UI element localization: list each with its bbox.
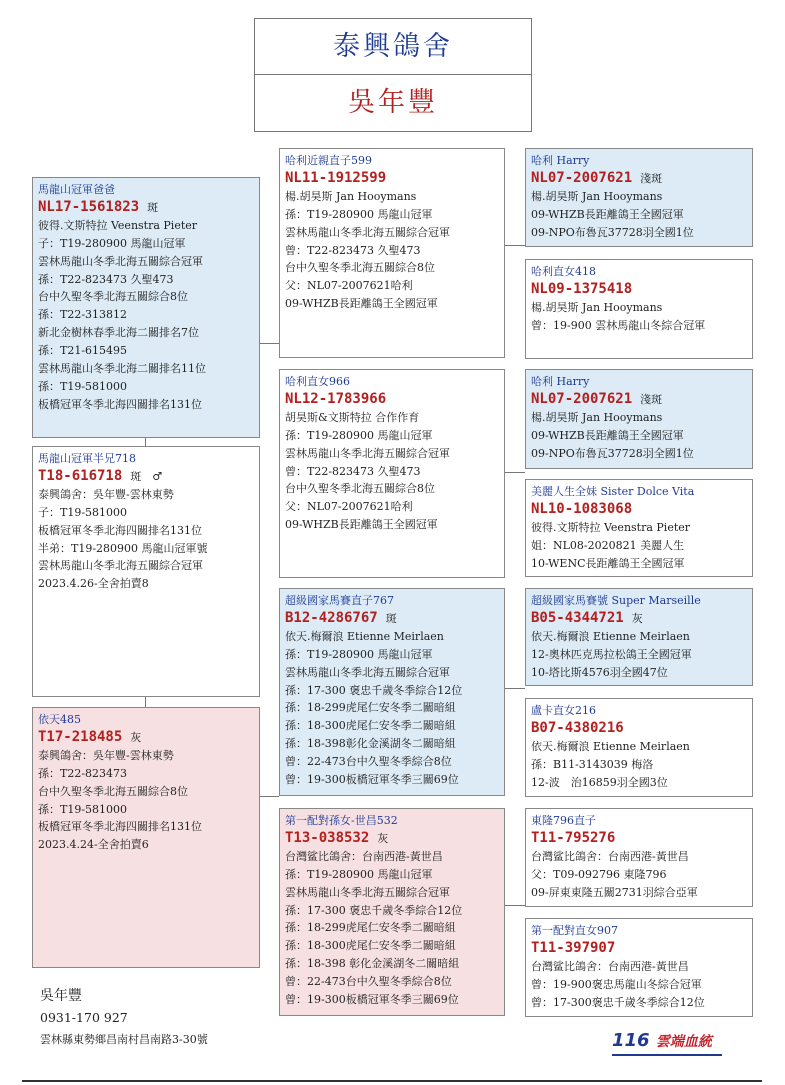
info-line: 父：T09-092796 東隆796 — [531, 867, 667, 881]
info-line: 新北金樹林春季北海二關排名7位 — [38, 326, 199, 340]
info-line: 孫：T19-280900 馬龍山冠軍 — [285, 647, 433, 661]
ring-number: NL07-2007621 淺斑 — [531, 169, 663, 186]
info-line: 09-WHZB長距離鴿王全國冠軍 — [531, 428, 684, 442]
bird-color: 灰 — [377, 831, 389, 845]
info-line: 子：T19-280900 馬龍山冠軍 — [38, 236, 186, 250]
bottom-divider — [22, 1080, 762, 1082]
ring-number: T13-038532 灰 — [285, 829, 389, 846]
pedigree-box-sss — [525, 148, 753, 247]
ring-number: NL07-2007621 淺斑 — [531, 390, 663, 407]
ring-number: T17-218485 灰 — [38, 728, 142, 745]
bird-name: 哈利 Harry — [531, 375, 590, 388]
bird-color: 斑 — [147, 200, 159, 214]
info-line: 依天.梅爾浪 Etienne Meirlaen — [531, 629, 690, 643]
pedigree-box-ddd — [525, 918, 753, 1017]
info-line: 曾：19-900 雲林馬龍山冬綜合冠軍 — [531, 318, 706, 332]
info-line: 半弟：T19-280900 馬龍山冠軍號 — [38, 541, 208, 555]
info-line: 台灣鲨比鴿舍：台南西港-黃世昌 — [285, 849, 443, 863]
bird-name: 哈利 Harry — [531, 154, 590, 167]
bird-color: 灰 — [130, 730, 142, 744]
info-line: 彼得.文斯特拉 Veenstra Pieter — [531, 520, 691, 534]
info-line: 雲林馬龍山冬季北海五關綜合冠軍 — [285, 446, 450, 460]
info-line: 孫：18-398 彰化金溪湖冬二關暗組 — [285, 957, 460, 971]
info-line: 孫：T19-280900 馬龍山冠軍 — [285, 867, 433, 881]
info-line: 台灣鲨比鴿舍：台南西港-黃世昌 — [531, 849, 689, 863]
pedigree-box-dd — [279, 808, 505, 1016]
pedigree-box-subject — [32, 446, 260, 697]
bird-color: 淺斑 — [640, 392, 663, 406]
ring-number: NL17-1561823 斑 — [38, 198, 159, 215]
info-line: 孫：17-300 褒忠千歲冬季綜合12位 — [285, 903, 463, 917]
connector-line — [145, 697, 146, 707]
info-line: 孫：B11-3143039 梅洛 — [531, 757, 654, 771]
info-line: 10-塔比斯4576羽全國47位 — [531, 665, 668, 679]
info-line: 曾：17-300褒忠千歲冬季綜合12位 — [531, 995, 705, 1009]
connector-line — [260, 343, 279, 344]
loft-title: 泰興鴿舍 — [254, 18, 532, 76]
pedigree-box-ss — [279, 148, 505, 358]
info-line: 孫：18-300虎尾仁安冬季二關暗組 — [285, 939, 456, 953]
connector-line — [260, 796, 279, 797]
info-line: 板橋冠軍冬季北海四關排名131位 — [38, 820, 202, 834]
ring-number: B05-4344721 灰 — [531, 609, 643, 626]
info-line: 孫：T22-823473 久聖473 — [38, 272, 174, 286]
owner-name: 吳年豐 — [40, 988, 82, 1004]
info-line: 雲林馬龍山冬季北海二關排名11位 — [38, 362, 206, 376]
info-line: 09-屏東東隆五關2731羽綜合亞軍 — [531, 885, 698, 899]
info-line: 孫：18-398彰化金溪湖冬二關暗組 — [285, 737, 456, 751]
pedigree-box-sd — [279, 369, 505, 578]
info-line: 孫：T19-280900 馬龍山冠軍 — [285, 428, 433, 442]
bird-name: 第一配對孫女-世昌532 — [285, 814, 398, 827]
info-line: 曾：T22-823473 久聖473 — [285, 464, 421, 478]
info-line: 姐：NL08-2020821 美麗人生 — [531, 538, 685, 552]
bird-name: 東隆796直子 — [531, 814, 596, 827]
info-line: 孫：17-300 褒忠千歲冬季綜合12位 — [285, 683, 463, 697]
ring-number: T11-795276 — [531, 829, 616, 846]
ring-number: NL11-1912599 — [285, 169, 387, 186]
pedigree-box-ssd — [525, 259, 753, 359]
pedigree-box-dam — [32, 707, 260, 968]
info-line: 雲林馬龍山冬季北海五關綜合冠軍 — [38, 254, 203, 268]
ring-number: NL12-1783966 — [285, 390, 387, 407]
owner-phone: 0931-170 927 — [40, 1010, 128, 1025]
info-line: 曾：19-900褒忠馬龍山冬綜合冠軍 — [531, 977, 702, 991]
info-line: 台中久聖冬季北海五關綜合8位 — [38, 784, 188, 798]
ring-number: NL10-1083068 — [531, 500, 633, 517]
pedigree-box-ds — [279, 588, 505, 796]
info-line: 曾：22-473台中久聖冬季綜合8位 — [285, 975, 452, 989]
connector-line — [505, 905, 525, 906]
info-line: 孫：T19-581000 — [38, 379, 128, 393]
info-line: 09-NPO布魯瓦37728羽全國1位 — [531, 446, 694, 460]
info-line: 泰興鴿舍：吳年豐-雲林東勢 — [38, 748, 174, 762]
bird-name: 馬龍山冠軍半兄718 — [38, 452, 136, 465]
info-line: 楊.胡昊斯 Jan Hooymans — [285, 189, 417, 203]
info-line: 楊.胡昊斯 Jan Hooymans — [531, 410, 663, 424]
info-line: 父：NL07-2007621哈利 — [285, 279, 413, 293]
bird-name: 美麗人生全妹 Sister Dolce Vita — [531, 485, 695, 498]
logo-underline — [612, 1054, 722, 1056]
connector-line — [505, 688, 525, 689]
owner-address: 雲林縣東勢鄉昌南村昌南路3-30號 — [40, 1033, 208, 1046]
pedigree-box-dsd — [525, 698, 753, 797]
info-line: 曾：19-300板橋冠軍冬季三關69位 — [285, 993, 459, 1007]
info-line: 雲林馬龍山冬季北海五關綜合冠軍 — [285, 225, 450, 239]
bird-name: 馬龍山冠軍爸爸 — [38, 183, 115, 196]
info-line: 彼得.文斯特拉 Veenstra Pieter — [38, 218, 198, 232]
info-line: 板橋冠軍冬季北海四關排名131位 — [38, 397, 202, 411]
info-line: 雲林馬龍山冬季北海五關綜合冠軍 — [285, 665, 450, 679]
info-line: 12-波 治16859羽全國3位 — [531, 775, 668, 789]
info-line: 12-奧林匹克馬拉松鴿王全國冠軍 — [531, 647, 692, 661]
info-line: 孫：T19-280900 馬龍山冠軍 — [285, 207, 433, 221]
info-line: 台中久聖冬季北海五關綜合8位 — [285, 261, 435, 275]
info-line: 楊.胡昊斯 Jan Hooymans — [531, 189, 663, 203]
bird-name: 依天485 — [38, 713, 81, 726]
pedigree-box-sdd — [525, 479, 753, 577]
logo-text: 雲端血統 — [655, 1034, 712, 1050]
connector-line — [505, 472, 525, 473]
info-line: 孫：18-300虎尾仁安冬季二關暗組 — [285, 719, 456, 733]
bird-name: 哈利近親直子599 — [285, 154, 372, 167]
info-line: 板橋冠軍冬季北海四關排名131位 — [38, 523, 202, 537]
ring-number: B07-4380216 — [531, 719, 624, 736]
info-line: 孫：T21-615495 — [38, 344, 128, 358]
info-line: 孫：T19-581000 — [38, 802, 128, 816]
info-line: 台中久聖冬季北海五關綜合8位 — [38, 290, 188, 304]
info-line: 父：NL07-2007621哈利 — [285, 500, 413, 514]
bird-name: 超級國家馬賽號 Super Marseille — [531, 594, 701, 607]
info-line: 10-WENC長距離鴿王全國冠軍 — [531, 556, 685, 570]
bird-color: 斑 ♂ — [130, 469, 163, 483]
bird-name: 哈利直女966 — [285, 375, 350, 388]
info-line: 孫：T22-823473 — [38, 766, 128, 780]
owner-contact — [40, 985, 208, 1051]
bird-color: 淺斑 — [640, 171, 663, 185]
ring-number: NL09-1375418 — [531, 280, 633, 297]
info-line: 依天.梅爾浪 Etienne Meirlaen — [531, 739, 690, 753]
bird-name: 盧卡直女216 — [531, 704, 596, 717]
info-line: 楊.胡昊斯 Jan Hooymans — [531, 300, 663, 314]
info-line: 雲林馬龍山冬季北海五關綜合冠軍 — [285, 885, 450, 899]
info-line: 09-WHZB長距離鴿王全國冠軍 — [285, 297, 438, 311]
info-line: 胡昊斯&文斯特拉 合作作育 — [285, 410, 420, 424]
connector-line — [505, 245, 525, 246]
cloud-pedigree-logo — [612, 1030, 712, 1051]
ring-number: B12-4286767 斑 — [285, 609, 397, 626]
info-line: 曾：19-300板橋冠軍冬季三關69位 — [285, 773, 459, 787]
info-line: 泰興鴿舍：吳年豐-雲林東勢 — [38, 487, 174, 501]
info-line: 09-WHZB長距離鴿王全國冠軍 — [285, 518, 438, 532]
bird-color: 斑 — [385, 611, 397, 625]
logo-number: 116 — [612, 1030, 650, 1051]
pedigree-box-sire — [32, 177, 260, 438]
bird-name: 第一配對直女907 — [531, 924, 618, 937]
info-line: 曾：T22-823473 久聖473 — [285, 243, 421, 257]
bird-color: 灰 — [631, 611, 643, 625]
owner-title: 吳年豐 — [254, 74, 532, 132]
bird-name: 哈利直女418 — [531, 265, 596, 278]
info-line: 孫：18-299虎尾仁安冬季二關暗組 — [285, 921, 456, 935]
pedigree-box-dds — [525, 808, 753, 907]
info-line: 依天.梅爾浪 Etienne Meirlaen — [285, 629, 444, 643]
info-line: 台灣鲨比鴿舍：台南西港-黃世昌 — [531, 959, 689, 973]
info-line: 雲林馬龍山冬季北海五關綜合冠軍 — [38, 559, 203, 573]
info-line: 曾：22-473台中久聖冬季綜合8位 — [285, 755, 452, 769]
ring-number: T11-397907 — [531, 939, 616, 956]
pedigree-box-sds — [525, 369, 753, 469]
info-line: 2023.4.24-全舍拍賣6 — [38, 838, 149, 852]
ring-number: T18-616718 斑 ♂ — [38, 467, 163, 484]
info-line: 孫：T22-313812 — [38, 308, 128, 322]
info-line: 09-NPO布魯瓦37728羽全國1位 — [531, 225, 694, 239]
info-line: 子：T19-581000 — [38, 505, 128, 519]
pedigree-box-dss — [525, 588, 753, 686]
info-line: 2023.4.26-全舍拍賣8 — [38, 577, 149, 591]
info-line: 09-WHZB長距離鴿王全國冠軍 — [531, 207, 684, 221]
info-line: 台中久聖冬季北海五關綜合8位 — [285, 482, 435, 496]
info-line: 孫：18-299虎尾仁安冬季二關暗組 — [285, 701, 456, 715]
bird-name: 超級國家馬賽直子767 — [285, 594, 394, 607]
